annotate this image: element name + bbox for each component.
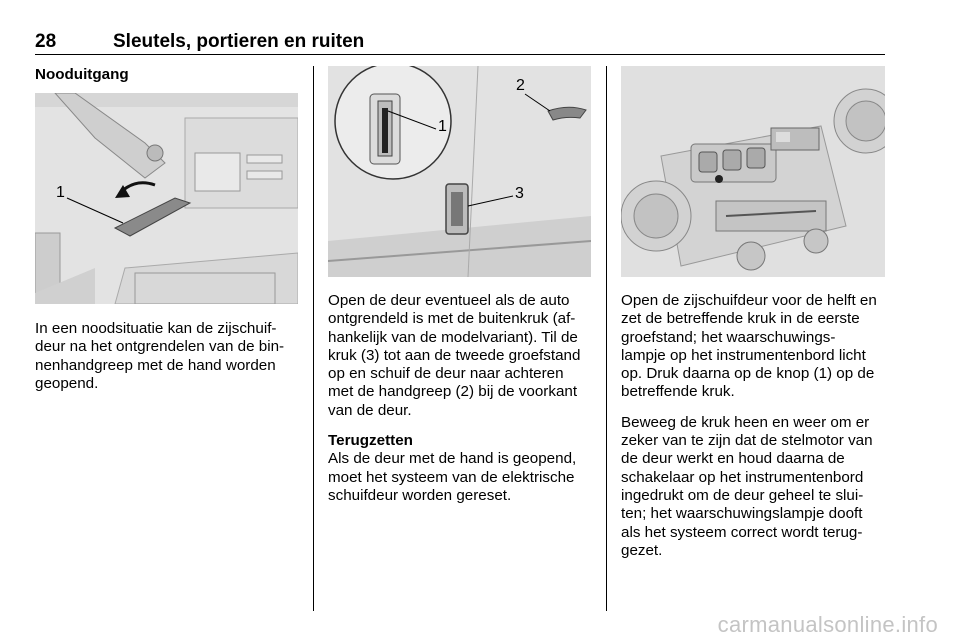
text-line: hankelijk van de modelvariant). Til de [328, 328, 578, 346]
text-line: moet het systeem van de elektrische [328, 468, 575, 486]
text-line: Open de zijschuifdeur voor de helft en [621, 292, 877, 309]
text-line: zet de betreffende kruk in de eerste [621, 310, 860, 328]
page-header [35, 31, 885, 53]
text-line: deur na het ontgrendelen van de bin- [35, 338, 285, 356]
text-line: ingedrukt om de deur geheel te slui- [621, 486, 864, 504]
text-line: als het systeem correct wordt terug- [621, 523, 863, 541]
col1-paragraph [35, 320, 305, 393]
text-line: kruk (3) tot aan de tweede groefstand [328, 346, 581, 364]
col2-paragraph-1 [328, 292, 596, 420]
emergency-handle-illustration [35, 93, 298, 304]
col3-paragraph-1 [621, 292, 889, 402]
figure-callout-1: 1 [56, 184, 65, 201]
figure-callout-1: 1 [438, 118, 447, 135]
text-line: lampje op het instrumentenbord licht [621, 346, 866, 364]
section-heading-terugzetten: Terugzetten [328, 432, 413, 450]
col2-paragraph-2 [328, 450, 596, 505]
text-line: op en schuif de deur naar achteren [328, 365, 564, 383]
door-handle-illustration [328, 66, 591, 277]
page-title: Sleutels, portieren en ruiten [113, 31, 365, 52]
text-line: met de handgreep (2) bij de voorkant [328, 383, 578, 401]
text-line: gezet. [621, 541, 663, 559]
figure-callout-2: 2 [516, 77, 525, 94]
dashboard-illustration [621, 66, 885, 277]
text-line: ontgrendeld is met de buitenkruk (af- [328, 310, 576, 328]
text-line: zeker van te zijn dat de stelmotor van [621, 432, 873, 450]
text-line: schakelaar op het instrumentenbord [621, 468, 864, 486]
text-line: van de deur. [328, 401, 412, 419]
figure-callout-3: 3 [515, 185, 524, 202]
text-line: nenhandgreep met de hand worden [35, 356, 276, 374]
text-line: Beweeg de kruk heen en weer om er [621, 413, 870, 431]
col3-paragraph-2 [621, 414, 889, 560]
page-number: 28 [35, 31, 57, 52]
col3-text [621, 292, 889, 560]
text-line: betreffende kruk. [621, 383, 735, 401]
text-line: geopend. [35, 374, 99, 392]
column-divider-1 [313, 66, 314, 611]
watermark: carmanualsonline.info [717, 612, 938, 637]
text-line: Open de deur eventueel als de auto [328, 292, 570, 309]
column-divider-2 [606, 66, 607, 611]
section-heading-nooduitgang: Nooduitgang [35, 66, 129, 83]
col2-text [328, 292, 596, 505]
text-line: Als de deur met de hand is geopend, [328, 450, 577, 468]
text-line: In een noodsituatie kan de zijschuif- [35, 320, 277, 337]
header-rule [35, 54, 885, 55]
text-line: schuifdeur worden gereset. [328, 486, 512, 504]
text-line: ten; het waarschuwingslampje dooft [621, 505, 863, 523]
text-line: op. Druk daarna op de knop (1) op de [621, 365, 875, 383]
text-line: groefstand; het waarschuwings- [621, 328, 836, 346]
text-line: de deur werkt en houd daarna de [621, 450, 845, 468]
